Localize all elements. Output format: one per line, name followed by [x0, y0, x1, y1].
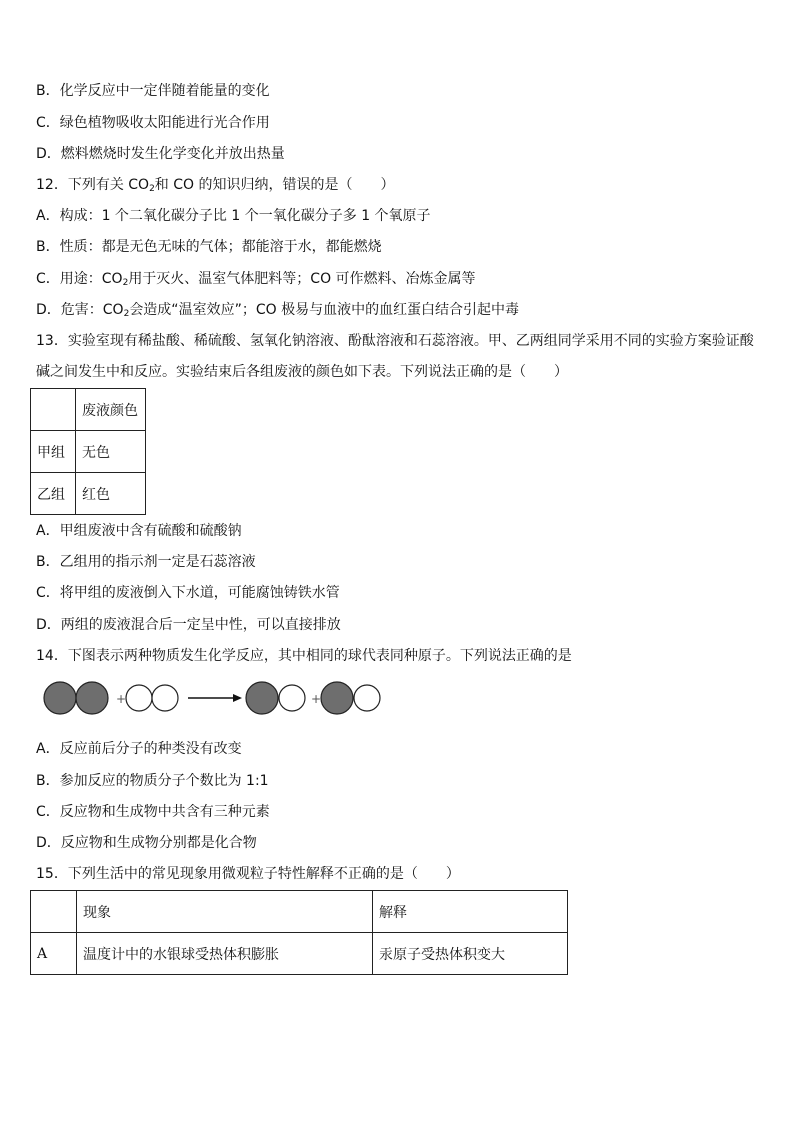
light-atom	[152, 685, 178, 711]
q14-option-a: A．反应前后分子的种类没有改变	[36, 741, 242, 757]
q13-option-a: A．甲组废液中含有硫酸和硫酸钠	[36, 523, 242, 539]
q12-option-b: B．性质：都是无色无味的气体；都能溶于水，都能燃烧	[36, 239, 382, 255]
table-cell	[31, 891, 77, 933]
q14-option-d: D．反应物和生成物分别都是化合物	[36, 835, 257, 851]
reactant-molecule-dark	[44, 682, 108, 714]
light-atom	[354, 685, 380, 711]
table-cell: 乙组	[31, 473, 76, 515]
plus-sign: +	[311, 692, 322, 706]
q13-option-b: B．乙组用的指示剂一定是石蕊溶液	[36, 554, 256, 570]
table-header-row	[31, 389, 146, 431]
q12-option-a: A．构成：1 个二氧化碳分子比 1 个一氧化碳分子多 1 个氧原子	[36, 208, 431, 224]
q13-stem-line2: 碱之间发生中和反应。实验结束后各组废液的颜色如下表。下列说法正确的是（ ）	[36, 364, 568, 380]
table-header-cell: 废液颜色	[76, 389, 146, 431]
reactant-molecule-light	[126, 685, 178, 711]
dark-atom	[76, 682, 108, 714]
plus-sign: +	[116, 692, 127, 706]
table-row	[31, 473, 146, 515]
q14-option-c: C．反应物和生成物中共含有三种元素	[36, 804, 270, 820]
table-cell: 甲组	[31, 431, 76, 473]
table-row	[31, 431, 146, 473]
product-molecule	[321, 682, 380, 714]
q11-option-c: C．绿色植物吸收太阳能进行光合作用	[36, 115, 270, 131]
reaction-arrow	[188, 694, 242, 702]
q15-stem: 15．下列生活中的常见现象用微观粒子特性解释不正确的是（ ）	[36, 866, 460, 882]
table-cell: 汞原子受热体积变大	[373, 933, 568, 975]
table-cell: A	[31, 933, 77, 975]
table-row	[31, 933, 568, 975]
product-molecule	[246, 682, 305, 714]
dark-atom	[321, 682, 353, 714]
light-atom	[279, 685, 305, 711]
q13-option-c: C．将甲组的废液倒入下水道，可能腐蚀铸铁水管	[36, 585, 340, 601]
q12-option-d: D．危害：$CO_2$会造成“温室效应”；CO 极易与血液中的血红蛋白结合引起中毒	[36, 302, 520, 319]
table-header-row	[31, 891, 568, 933]
q14-stem: 14．下图表示两种物质发生化学反应，其中相同的球代表同种原子。下列说法正确的是	[36, 648, 572, 664]
q14-option-b: B．参加反应的物质分子个数比为 1:1	[36, 773, 269, 789]
reaction-diagram	[40, 678, 390, 718]
table-cell: 无色	[76, 431, 146, 473]
q15-phenomenon-table	[30, 890, 568, 975]
q12-stem: 12．下列有关 $CO_2$和 CO 的知识归纳，错误的是（ ）	[36, 177, 395, 194]
dark-atom	[44, 682, 76, 714]
table-cell: 温度计中的水银球受热体积膨胀	[77, 933, 373, 975]
table-header-cell: 解释	[373, 891, 568, 933]
table-cell	[31, 389, 76, 431]
q13-stem-line1: 13．实验室现有稀盐酸、稀硫酸、氢氧化钠溶液、酚酞溶液和石蕊溶液。甲、乙两组同学采用不同的实验方案验证酸	[36, 333, 754, 349]
table-cell: 红色	[76, 473, 146, 515]
q11-option-b: B．化学反应中一定伴随着能量的变化	[36, 83, 270, 99]
q11-option-d: D．燃料燃烧时发生化学变化并放出热量	[36, 146, 285, 162]
light-atom	[126, 685, 152, 711]
q12-option-c: C．用途：$CO_2$用于灭火、温室气体肥料等；CO 可作燃料、冶炼金属等	[36, 271, 476, 288]
dark-atom	[246, 682, 278, 714]
q13-waste-color-table	[30, 388, 146, 515]
q13-option-d: D．两组的废液混合后一定呈中性，可以直接排放	[36, 617, 341, 633]
table-header-cell: 现象	[77, 891, 373, 933]
